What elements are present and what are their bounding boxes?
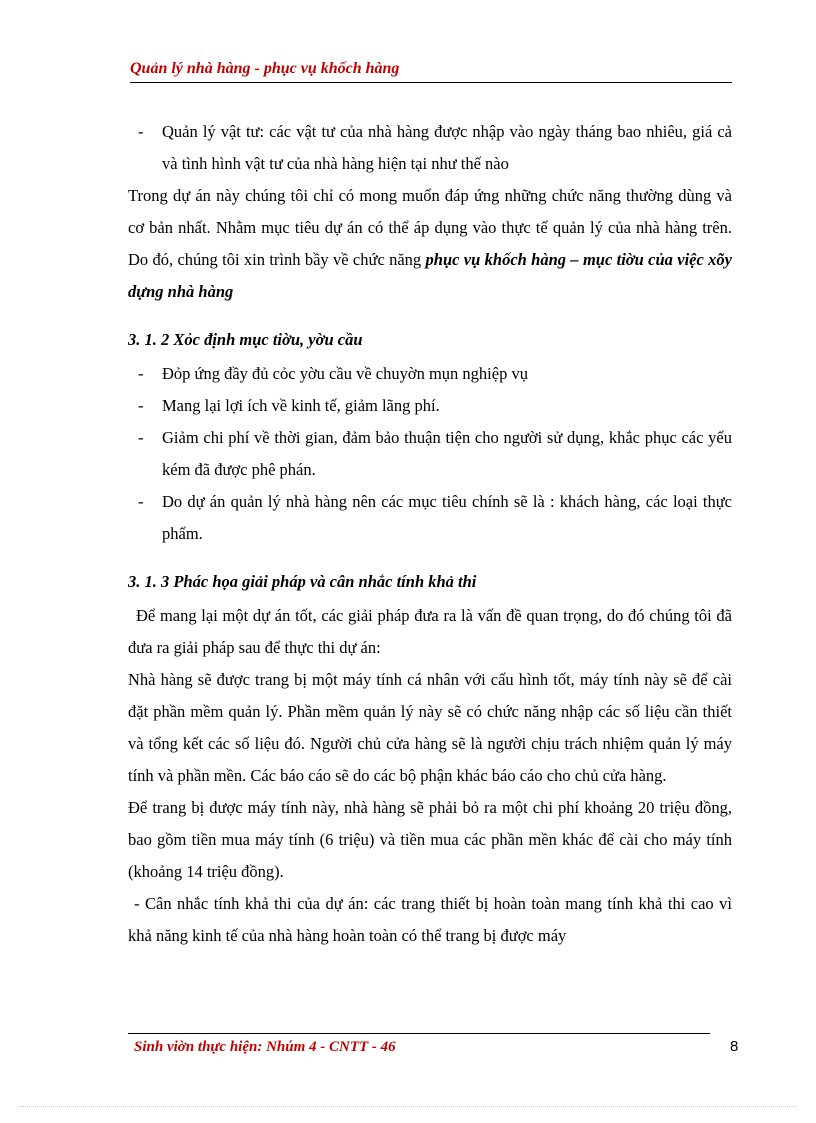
list-item [128,116,732,180]
footer-divider [128,1033,710,1034]
list-item [128,358,732,390]
list-item-text: Đỏp ứng đầy đủ cỏc yờu cầu về chuyờn mụn nghiệp vụ [162,364,528,383]
bullet-dash: - [138,122,144,141]
section3-paragraph: Nhà hàng sẽ được trang bị một máy tính cá nhân với cấu hình tốt, máy tính này sẽ để cài đặt phần mềm quản lý. Phần mềm quản lý này sẽ có chức năng nhập các số liệu cần thiết và tổng kết các số liệu đó. Người chủ cửa hàng sẽ là người chịu trách nhiệm quản lý máy tính và phần mền. Các báo cáo sẽ do các bộ phận khác báo cáo cho chủ cửa hàng. [128,670,732,785]
intro-text: Trong dự án này chúng tôi chỉ có mong muốn đáp ứng những chức năng thường dùng và cơ bản nhất. Nhằm mục tiêu dự án có thể áp dụng vào thực tế quản lý của nhà hàng trên. Do đó, chúng tôi xin trình bầy về chức năng [128,186,732,269]
section-heading-3-1-3: 3. 1. 3 Phác họa giải pháp và cân nhắc tính khả thi [128,572,477,591]
header-title: Quản lý nhà hàng - phục vụ khốch hàng [130,60,400,77]
section3-paragraph: - Cân nhắc tính khả thi của dự án: các trang thiết bị hoàn toàn mang tính khả thi cao vì khả năng kinh tế của nhà hàng hoàn toàn có thể trang bị được máy [128,894,732,945]
list-item-text: Do dự án quản lý nhà hàng nên các mục tiêu chính sẽ là : khách hàng, các loại thực phẩm. [162,492,732,543]
list-item [128,390,732,422]
section3-paragraph: Để mang lại một dự án tốt, các giải pháp đưa ra là vấn đề quan trọng, do đó chúng tôi đã đưa ra giải pháp sau để thực thi dự án: [128,606,732,657]
page-number: 8 [730,1038,739,1055]
bullet-dash: - [138,428,144,447]
list-item-text: Giảm chi phí về thời gian, đảm bảo thuận tiện cho người sử dụng, khắc phục các yếu kém đã được phê phán. [162,428,732,479]
page-content [128,116,732,952]
section3-paragraph: Để trang bị được máy tính này, nhà hàng sẽ phải bỏ ra một chi phí khoảng 20 triệu đồng, bao gồm tiền mua máy tính (6 triệu) và tiền mua các phần mền khác để cài cho máy tính (khoảng 14 triệu đồng). [128,798,732,881]
page-header [130,60,732,83]
intro-emphasis: phục vụ khốch hàng – mục tiờu của việc xõy dựng nhà hàng [128,250,732,301]
list-item-text: Mang lại lợi ích về kinh tế, giảm lãng phí. [162,396,440,415]
footer-text: Sinh viờn thực hiện: Nhúm 4 - CNTT - 46 [134,1039,396,1055]
list-item [128,486,732,550]
list-item [128,422,732,486]
section-heading-3-1-2: 3. 1. 2 Xỏc định mục tiờu, yờu cầu [128,330,363,349]
bullet-dash: - [138,396,144,415]
bullet-dash: - [138,364,144,383]
bullet-dash: - [138,492,144,511]
page-bottom-border [20,1106,796,1107]
list-item-text: Quản lý vật tư: các vật tư của nhà hàng được nhập vào ngày tháng bao nhiêu, giá cả và tình hình vật tư của nhà hàng hiện tại như thế nào [162,122,732,173]
intro-paragraph [128,180,732,308]
